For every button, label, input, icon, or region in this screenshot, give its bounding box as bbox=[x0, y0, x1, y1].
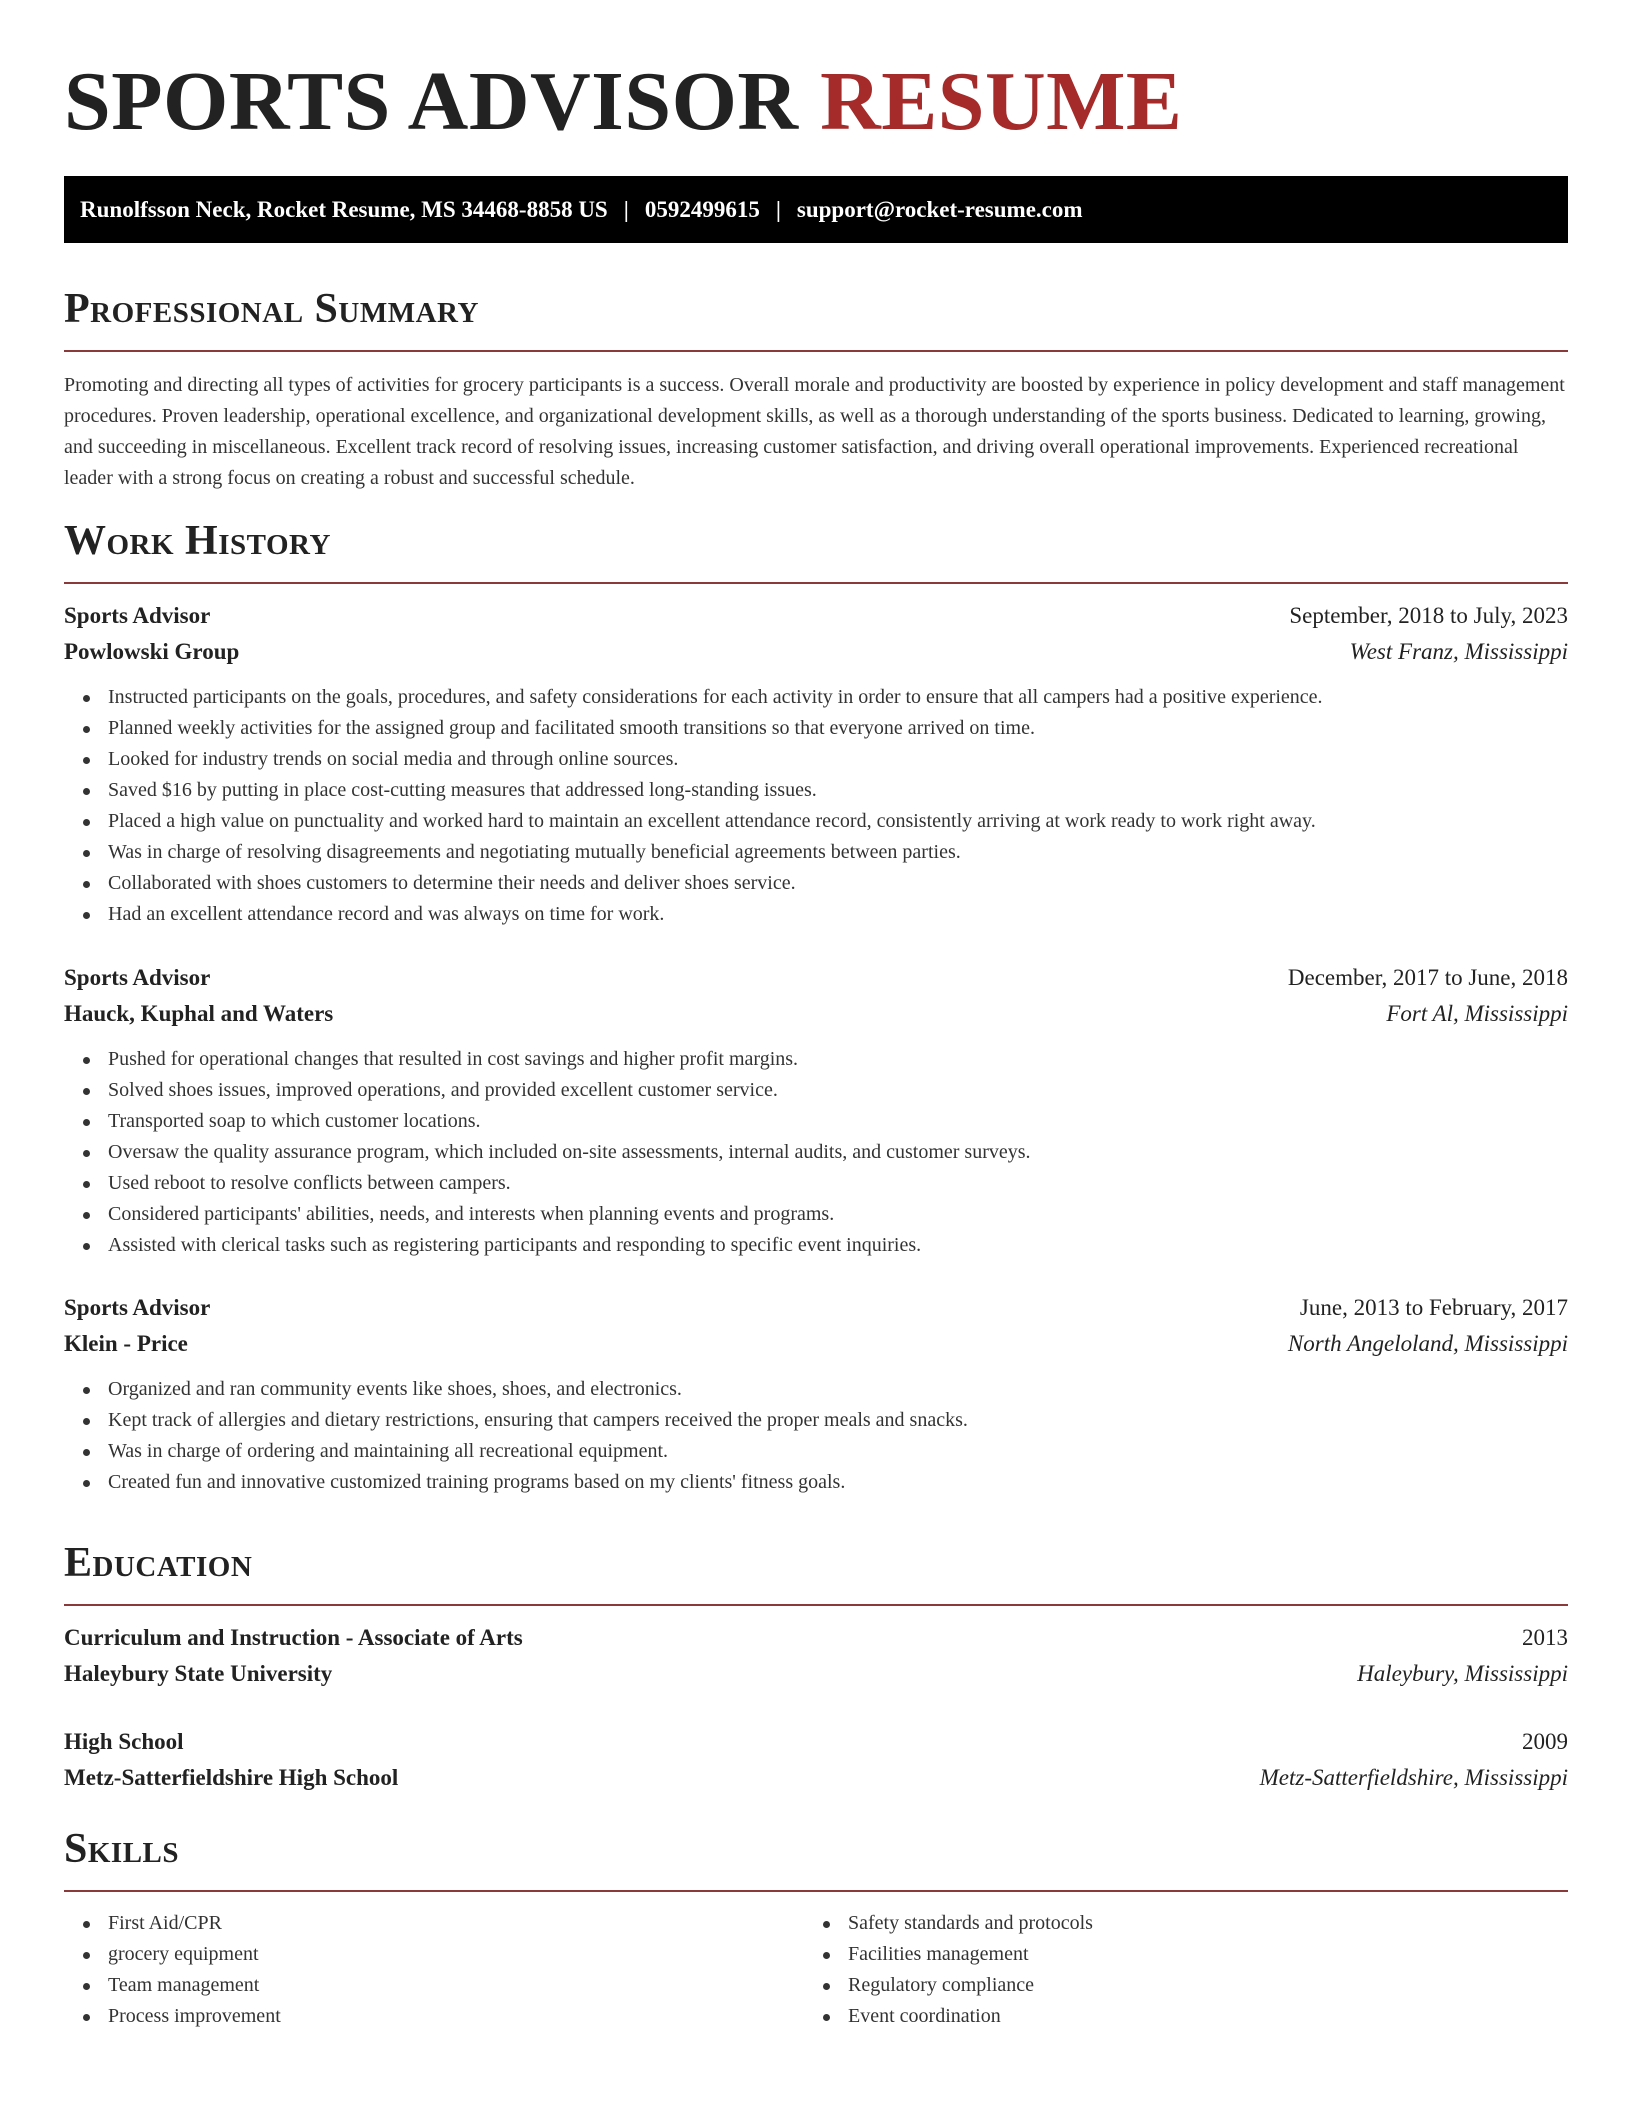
education-entry bbox=[64, 1620, 1568, 1692]
job-location: West Franz, Mississippi bbox=[1349, 639, 1568, 664]
summary-heading: Professional Summary bbox=[64, 286, 479, 332]
skills-list-right bbox=[804, 1908, 1504, 2032]
job-title: Sports Advisor bbox=[64, 1295, 211, 1320]
list-item: Placed a high value on punctuality and worked hard to maintain an excellent attendance record, consistently arriving at work ready to work right away. bbox=[64, 806, 1568, 837]
resume-title bbox=[64, 52, 1182, 153]
education-divider bbox=[64, 1604, 1568, 1606]
list-item: Saved $16 by putting in place cost-cutting measures that addressed long-standing issues. bbox=[64, 775, 1568, 806]
contact-separator: | bbox=[775, 196, 781, 222]
job-duties-list bbox=[64, 1044, 1568, 1261]
list-item: Solved shoes issues, improved operations, and provided excellent customer service. bbox=[64, 1075, 1568, 1106]
title-accent: RESUME bbox=[820, 55, 1183, 148]
job-company: Powlowski Group bbox=[64, 639, 240, 664]
skills-list-left bbox=[64, 1908, 764, 2032]
education-school-row bbox=[64, 1656, 1568, 1692]
skill-item: Safety standards and protocols bbox=[804, 1908, 1504, 1939]
list-item: Had an excellent attendance record and was always on time for work. bbox=[64, 899, 1568, 930]
list-item: Assisted with clerical tasks such as registering participants and responding to specific event inquiries. bbox=[64, 1230, 1568, 1261]
job-dates: December, 2017 to June, 2018 bbox=[1287, 965, 1568, 990]
contact-phone: 0592499615 bbox=[644, 196, 760, 222]
summary-text: Promoting and directing all types of activities for grocery participants is a success. Overall morale and productivity are boosted by experience in policy development and staff management procedures. Proven leadership, operational excellence, and organizational development skills, as well as a thorough understanding of the sports business. Dedicated to learning, growing, and succeeding in miscellaneous. Excellent track record of resolving issues, increasing customer satisfaction, and driving overall operational improvements. Experienced recreational leader with a strong focus on creating a robust and successful schedule. bbox=[64, 374, 1565, 489]
education-degree: Curriculum and Instruction - Associate of Arts bbox=[64, 1625, 523, 1650]
job-dates: September, 2018 to July, 2023 bbox=[1289, 603, 1568, 628]
job-header-row bbox=[64, 960, 1568, 996]
contact-address: Runolfsson Neck, Rocket Resume, MS 34468-8858 US bbox=[80, 196, 608, 222]
education-degree-row bbox=[64, 1620, 1568, 1656]
list-item: Used reboot to resolve conflicts between campers. bbox=[64, 1168, 1568, 1199]
education-school-row bbox=[64, 1760, 1568, 1796]
education-degree-row bbox=[64, 1724, 1568, 1760]
education-year: 2013 bbox=[1522, 1625, 1568, 1650]
work-history-heading: Work History bbox=[64, 518, 331, 564]
job-entry bbox=[64, 960, 1568, 1261]
job-company: Klein - Price bbox=[64, 1331, 188, 1356]
education-location: Haleybury, Mississippi bbox=[1357, 1661, 1568, 1686]
skills-divider bbox=[64, 1890, 1568, 1892]
skill-item: grocery equipment bbox=[64, 1939, 764, 1970]
contact-separator: | bbox=[623, 196, 629, 222]
job-duties-list bbox=[64, 682, 1568, 930]
list-item: Looked for industry trends on social media and through online sources. bbox=[64, 744, 1568, 775]
job-location: Fort Al, Mississippi bbox=[1386, 1001, 1568, 1026]
list-item: Considered participants' abilities, needs, and interests when planning events and programs. bbox=[64, 1199, 1568, 1230]
job-duties-list bbox=[64, 1374, 1568, 1498]
skill-item: Regulatory compliance bbox=[804, 1970, 1504, 2001]
list-item: Was in charge of ordering and maintaining all recreational equipment. bbox=[64, 1436, 1568, 1467]
education-entry bbox=[64, 1724, 1568, 1796]
job-company-row bbox=[64, 634, 1568, 670]
education-location: Metz-Satterfieldshire, Mississippi bbox=[1259, 1765, 1568, 1790]
job-header-row bbox=[64, 1290, 1568, 1326]
list-item: Collaborated with shoes customers to determine their needs and deliver shoes service. bbox=[64, 868, 1568, 899]
list-item: Instructed participants on the goals, procedures, and safety considerations for each activity in order to ensure that all campers had a positive experience. bbox=[64, 682, 1568, 713]
skills-heading: Skills bbox=[64, 1826, 180, 1872]
job-dates: June, 2013 to February, 2017 bbox=[1299, 1295, 1568, 1320]
job-title: Sports Advisor bbox=[64, 603, 211, 628]
work-history-divider bbox=[64, 582, 1568, 584]
job-company-row bbox=[64, 996, 1568, 1032]
list-item: Planned weekly activities for the assigned group and facilitated smooth transitions so that everyone arrived on time. bbox=[64, 713, 1568, 744]
job-entry bbox=[64, 1290, 1568, 1498]
education-heading: Education bbox=[64, 1540, 253, 1586]
job-title: Sports Advisor bbox=[64, 965, 211, 990]
list-item: Oversaw the quality assurance program, which included on-site assessments, internal audits, and customer surveys. bbox=[64, 1137, 1568, 1168]
education-degree: High School bbox=[64, 1729, 184, 1754]
skill-item: Team management bbox=[64, 1970, 764, 2001]
education-year: 2009 bbox=[1522, 1729, 1568, 1754]
list-item: Organized and ran community events like shoes, shoes, and electronics. bbox=[64, 1374, 1568, 1405]
list-item: Transported soap to which customer locations. bbox=[64, 1106, 1568, 1137]
list-item: Kept track of allergies and dietary restrictions, ensuring that campers received the proper meals and snacks. bbox=[64, 1405, 1568, 1436]
education-school: Metz-Satterfieldshire High School bbox=[64, 1765, 399, 1790]
education-school: Haleybury State University bbox=[64, 1661, 333, 1686]
list-item: Was in charge of resolving disagreements and negotiating mutually beneficial agreements between parties. bbox=[64, 837, 1568, 868]
contact-bar bbox=[64, 176, 1568, 243]
list-item: Created fun and innovative customized training programs based on my clients' fitness goals. bbox=[64, 1467, 1568, 1498]
title-main: SPORTS ADVISOR bbox=[64, 55, 799, 148]
job-company-row bbox=[64, 1326, 1568, 1362]
skill-item: First Aid/CPR bbox=[64, 1908, 764, 1939]
job-header-row bbox=[64, 598, 1568, 634]
contact-email: support@rocket-resume.com bbox=[796, 196, 1083, 222]
skill-item: Process improvement bbox=[64, 2001, 764, 2032]
list-item: Pushed for operational changes that resulted in cost savings and higher profit margins. bbox=[64, 1044, 1568, 1075]
job-location: North Angeloland, Mississippi bbox=[1287, 1331, 1568, 1356]
skill-item: Facilities management bbox=[804, 1939, 1504, 1970]
job-company: Hauck, Kuphal and Waters bbox=[64, 1001, 334, 1026]
job-entry bbox=[64, 598, 1568, 930]
skill-item: Event coordination bbox=[804, 2001, 1504, 2032]
summary-divider bbox=[64, 350, 1568, 352]
